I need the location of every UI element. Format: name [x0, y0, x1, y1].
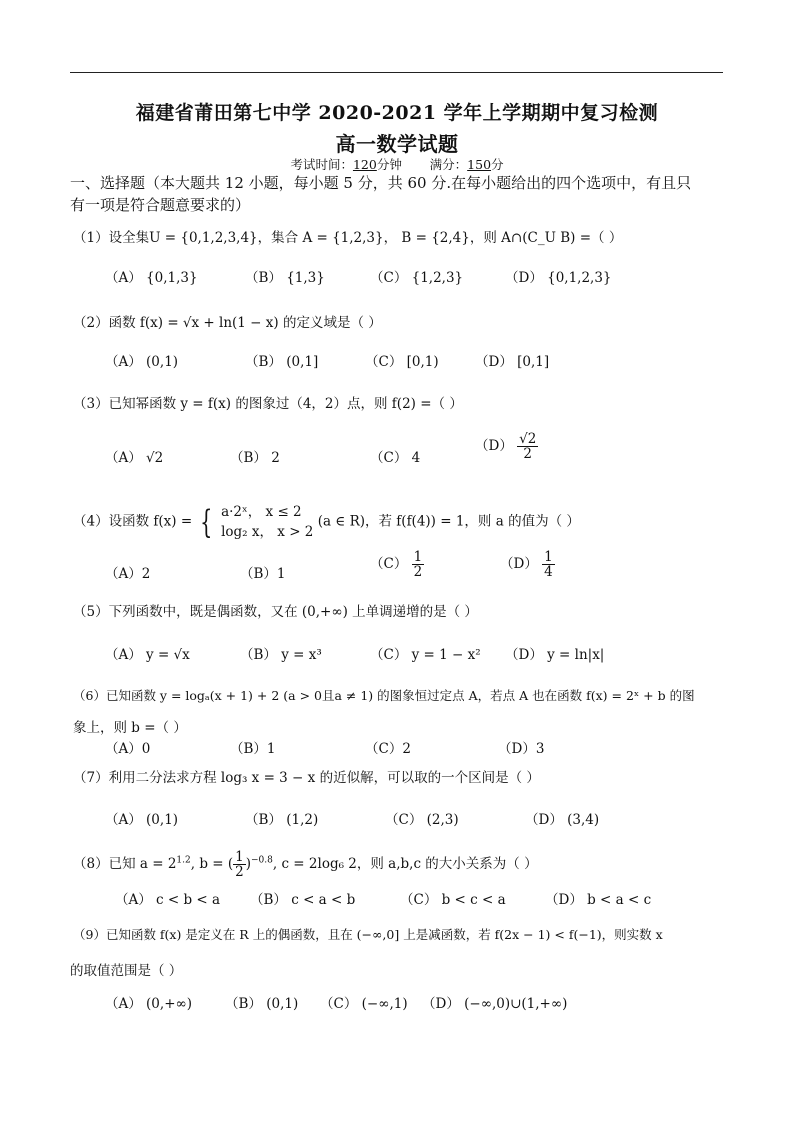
question-8-option-b: （B） c < a < b — [250, 892, 356, 908]
question-8-option-a: （A） c < b < a — [115, 892, 221, 908]
one-quarter-fraction — [542, 550, 555, 579]
question-3-option-b: （B） 2 — [230, 450, 280, 466]
exam-title: 福建省莆田第七中学 2020-2021 学年上学期期中复习检测 — [135, 102, 659, 124]
fraction-numerator: 1 — [544, 549, 553, 565]
exponent-1: 1.2 — [176, 855, 191, 866]
question-3-option-c: （C） 4 — [370, 450, 421, 466]
fraction-denominator: 2 — [235, 864, 244, 880]
exponent-2: −0.8 — [251, 855, 273, 866]
question-4-option-d-label: （D） — [500, 556, 538, 572]
question-8-stem-suffix: , c = 2log₆ 2，则 a,b,c 的大小关系为（ ） — [272, 856, 538, 872]
section-heading-line1: 一、选择题（本大题共 12 小题，每小题 5 分，共 60 分.在每小题给出的四个选项中，有且只 — [70, 174, 692, 192]
question-6-option-a: （A）0 — [105, 741, 151, 757]
time-unit: 分钟 — [376, 157, 402, 172]
question-8-option-d: （D） b < a < c — [545, 892, 652, 908]
question-3-option-d — [475, 432, 538, 461]
question-7-option-b: （B） (1,2) — [245, 812, 319, 828]
question-6-option-c: （C）2 — [365, 741, 411, 757]
score-label: 满分： — [429, 157, 468, 172]
question-1-stem: （1）设全集U = {0,1,2,3,4}，集合 A = {1,2,3}， B = {2,4}，则 A∩(C_U B) =（ ） — [73, 230, 623, 246]
question-2-option-a: （A） (0,1) — [105, 354, 179, 370]
question-4-stem — [73, 502, 733, 542]
question-7-option-d: （D） (3,4) — [525, 812, 600, 828]
question-8-stem: （8）已知 $a = 2^{1.2}$, b = ( $\frac{1}{2}$ )$^{-0.8}$, c = 2log₆ 2，则 a,b,c 的大小关系为（ ） — [73, 849, 538, 880]
question-4-option-c — [370, 550, 424, 579]
question-4-option-b: （B）1 — [240, 566, 286, 582]
fraction-numerator: 1 — [413, 549, 423, 565]
exam-meta — [0, 155, 794, 173]
score-unit: 分 — [491, 157, 504, 172]
exam-subtitle: 高一数学试题 — [335, 132, 459, 156]
time-label: 考试时间： — [290, 157, 353, 172]
question-3-option-d-label: （D） — [475, 438, 513, 454]
one-half-fraction — [412, 550, 425, 579]
question-4-option-d — [500, 550, 555, 579]
question-9-stem-continued: 的取值范围是（ ） — [70, 963, 183, 979]
question-9-option-a: （A） (0,+∞) — [105, 996, 193, 1012]
question-8-stem-mid: , b = ( — [190, 856, 234, 872]
fraction-numerator: 1 — [235, 849, 244, 865]
piecewise-cases — [221, 502, 313, 542]
question-1-option-d: （D） {0,1,2,3} — [505, 270, 612, 286]
question-2-option-d: （D） [0,1] — [475, 354, 550, 370]
question-2-option-b: （B） (0,1] — [245, 354, 319, 370]
header-rule — [70, 72, 723, 73]
piecewise-case-1: a·2ˣ， x ≤ 2 — [221, 504, 302, 520]
question-6-option-d: （D）3 — [498, 741, 545, 757]
section-heading-line2: 有一项是符合题意要求的） — [70, 196, 251, 214]
question-9-option-c: （C） (−∞,1) — [320, 996, 408, 1012]
question-6-stem: （6）已知函数 y = logₐ(x + 1) + 2 (a > 0且a ≠ 1) 的图象恒过定点 A，若点 A 也在函数 f(x) = 2ˣ + b 的图 — [73, 688, 695, 703]
question-4-stem-suffix: (a ∈ R)，若 f(f(4)) = 1，则 a 的值为（ ） — [317, 513, 580, 530]
question-1-option-c: （C） {1,2,3} — [370, 270, 464, 286]
question-1-option-a: （A） {0,1,3} — [105, 270, 198, 286]
score-value: 150 — [467, 157, 492, 172]
question-5-stem: （5）下列函数中，既是偶函数，又在 (0,+∞) 上单调递增的是（ ） — [73, 604, 478, 620]
question-4-option-c-label: （C） — [370, 556, 408, 572]
fraction-numerator: √2 — [519, 431, 537, 447]
question-7-option-a: （A） (0,1) — [105, 812, 179, 828]
fraction-denominator: 4 — [544, 564, 553, 580]
question-4-option-a: （A）2 — [105, 566, 151, 582]
question-6-option-b: （B）1 — [230, 741, 276, 757]
question-9-option-b: （B） (0,1) — [225, 996, 299, 1012]
question-5-option-a: （A） y = √x — [105, 647, 190, 663]
question-5-option-c: （C） y = 1 − x² — [370, 647, 481, 663]
question-7-stem: （7）利用二分法求方程 log₃ x = 3 − x 的近似解，可以取的一个区间是（ ） — [73, 770, 540, 786]
question-4-stem-prefix: （4）设函数 f(x) = — [73, 513, 193, 530]
question-5-option-d: （D） y = ln|x| — [505, 647, 605, 663]
question-5-option-b: （B） y = x³ — [240, 647, 322, 663]
question-7-option-c: （C） (2,3) — [385, 812, 459, 828]
question-1-option-b: （B） {1,3} — [245, 270, 325, 286]
question-2-option-c: （C） [0,1) — [365, 354, 439, 370]
question-9-stem: （9）已知函数 f(x) 是定义在 R 上的偶函数，且在 (−∞,0] 上是减函数，若 f(2x − 1) < f(−1)，则实数 x — [73, 927, 663, 942]
fraction-denominator: 2 — [413, 564, 423, 580]
question-9-option-d: （D） (−∞,0)∪(1,+∞) — [422, 996, 568, 1012]
piecewise-brace: { — [200, 503, 213, 541]
question-2-stem: （2）函数 f(x) = √x + ln(1 − x) 的定义域是（ ） — [73, 315, 382, 331]
sqrt2-over-2-fraction — [517, 432, 538, 461]
question-6-stem-continued: 象上，则 b =（ ） — [73, 720, 187, 736]
question-8-option-c: （C） b < c < a — [400, 892, 506, 908]
time-value: 120 — [352, 157, 377, 172]
fraction-denominator: 2 — [523, 446, 533, 462]
piecewise-case-2: log₂ x， x > 2 — [221, 524, 314, 540]
one-half-fraction — [233, 850, 246, 879]
question-3-stem: （3）已知幂函数 y = f(x) 的图象过（4，2）点，则 f(2) =（ ） — [73, 396, 463, 412]
question-3-option-a: （A） √2 — [105, 450, 164, 466]
question-8-stem-prefix: （8）已知 a = 2 — [73, 856, 177, 872]
